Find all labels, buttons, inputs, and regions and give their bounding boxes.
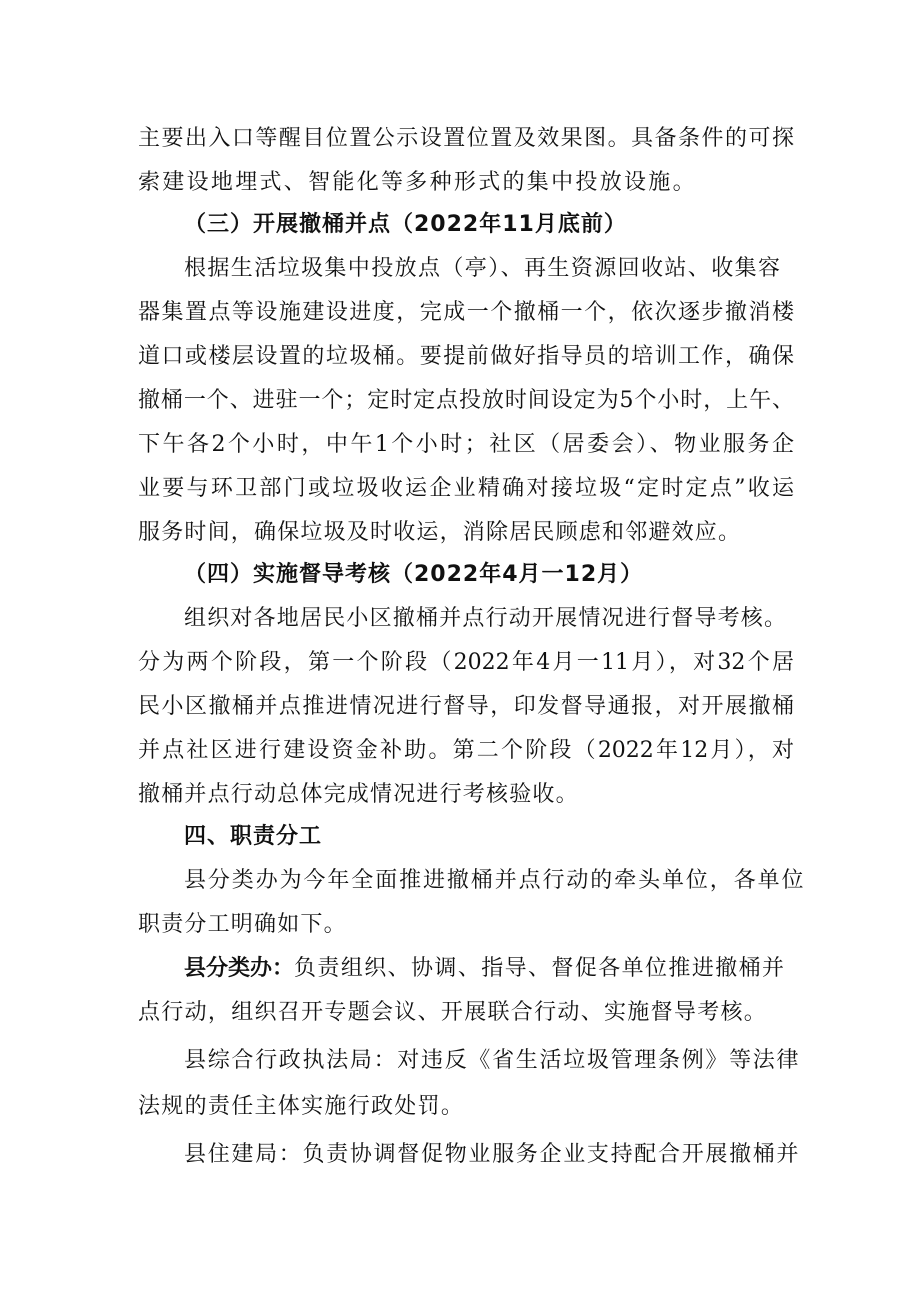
body-text-line: 组织对各地居民小区撤桶并点行动开展情况进行督导考核。 (184, 606, 788, 631)
body-text-line: 法规的责任主体实施行政处罚。 (138, 1094, 465, 1119)
body-text-line: 县综合行政执法局：对违反《省生活垃圾管理条例》等法律 (184, 1048, 801, 1073)
chapter-heading-responsibilities: 四、职责分工 (184, 824, 323, 849)
body-text-line: 撤桶并点行动总体完成情况进行考核验收。 (138, 782, 579, 807)
body-text-line: 民小区撤桶并点推进情况进行督导，印发督导通报，对开展撤桶 (138, 694, 794, 719)
body-text-line: 县分类办为今年全面推进撤桶并点行动的牵头单位，各单位 (184, 868, 806, 893)
body-text-line: 并点社区进行建设资金补助。第二个阶段（2022年12月），对 (138, 738, 794, 763)
body-text-line: 下午各2个小时，中午1个小时；社区（居委会）、物业服务企 (138, 432, 794, 457)
body-text-line: 分为两个阶段，第一个阶段（2022年4月一11月），对32个居 (138, 650, 794, 675)
section-heading-3: （三）开展撤桶并点（2022年11月底前） (184, 212, 627, 237)
county-office-text: 负责组织、协调、指导、督促各单位推进撤桶并 (294, 956, 786, 981)
body-text-line: 职责分工明确如下。 (138, 912, 347, 937)
body-text-line: 县住建局：负责协调督促物业服务企业支持配合开展撤桶并 (184, 1142, 801, 1167)
body-text-line: 主要出入口等醒目位置公示设置位置及效果图。具备条件的可探 (138, 126, 794, 151)
county-office-label: 县分类办： (184, 956, 295, 981)
section-heading-4: （四）实施督导考核（2022年4月一12月） (184, 562, 644, 587)
body-text-line: 索建设地埋式、智能化等多种形式的集中投放设施。 (138, 170, 697, 195)
body-text-line: 道口或楼层设置的垃圾桶。要提前做好指导员的培训工作，确保 (138, 344, 794, 369)
body-text-line: 服务时间，确保垃圾及时收运，消除居民顾虑和邻避效应。 (138, 520, 742, 545)
body-text-line: 根据生活垃圾集中投放点（亭）、再生资源回收站、收集容 (184, 256, 782, 281)
body-text-line: 点行动，组织召开专题会议、开展联合行动、实施督导考核。 (138, 1000, 768, 1025)
body-text-line: 撤桶一个、进驻一个；定时定点投放时间设定为5个小时，上午、 (138, 388, 794, 413)
responsibility-paragraph-county-office (184, 954, 794, 984)
body-text-line: 业要与环卫部门或垃圾收运企业精确对接垃圾“定时定点”收运 (138, 476, 794, 501)
body-text-line: 器集置点等设施建设进度，完成一个撤桶一个，依次逐步撤消楼 (138, 300, 794, 325)
